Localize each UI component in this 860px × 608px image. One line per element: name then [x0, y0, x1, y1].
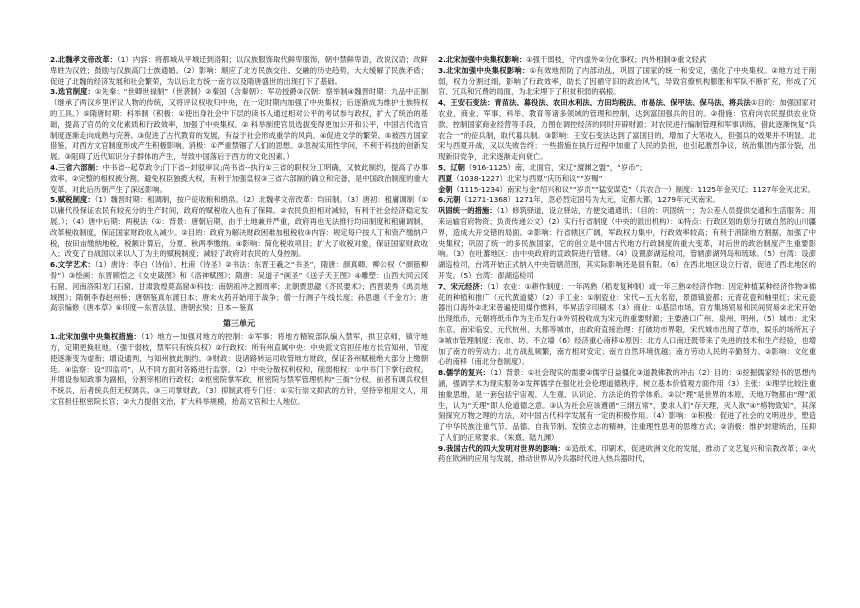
section-text: （1）地方—加强对地方的控制：①军事：将地方精锐部队编入禁军，拱卫京师，镇守地方，定期更换驻地。（强干弱枝，禁军只有统兵权）②行政权：所有州直属中央：中央派文官担任地方长官知州，节度使逐渐变为虚衔；增设通判，与知州彼此制约。③财政：设诸路转运司收管地方财政，保证各州赋税绝大部分上缴朝廷。④监察：设“四监司”，从不同方面对各路进行监察。（2）中央分散权利权和，削弱相权：①中书门下掌行政权，并增设参知政事为副相，分割宰相的行政权；②枢密院掌军政，枢密院与禁军管理机构“三衙”分权，前者有调兵权但不统兵，后者统兵但无权调兵。③三司掌财政。（3）抑制武将专门任：①实行崇文抑武的方针，坚持宰相用文人，用文官担任枢密院长官；②大力提倡文治，扩大科举规模，抬高文官和士人地位。	[50, 332, 428, 406]
section-yuan-unification	[438, 206, 816, 282]
section-text: （1271-1368）1271年，忽必烈定国号为大元，定都大都，1279年元灭南宋。	[460, 195, 720, 205]
section-text: （1）魏晋时期：租调制，按户征收粮和绢帛。（2）北魏孝文帝改革：均田制。（3）唐初：租庸调制（①以庸代役保证农民有较充分的生产时间，政府的赋税收入也有了保障。②农民负担相对减轻，有利于社会经济稳定发展。）；（4）唐中后期：两税法（①：背景：唐朝后期，由于土地兼并严重，政府再也无法推行均田制度和租庸调制，改革税收制度，保证国家财政收入减少。②目的：政府为解决财政困难加租税收③内容：规定每户按人丁和资产缴纳户税，按田亩缴纳地税，税额计算后，分夏、秋两季缴纳。④影响：简化税收项目；扩大了收税对象，保证国家财政收入；改变了自战国以来以人丁为主的赋税制度；减轻了政府对农民的人身控制。	[50, 195, 428, 259]
section-text: （1）内容：将都城从平城迁到洛阳；以汉族服饰取代鲜卑服饰，朝中禁鲜卑语，改说汉语；改鲜卑姓为汉姓；鼓励与汉族高门士族通婚。（2）影响：顺应了北方民族交往、交融的历史趋势，大大缓解了民族矛盾；促进了北魏的经济发展和社会繁荣，为以后北方统一南方以及隋唐盛世的出现打下了基础。	[50, 55, 428, 86]
section-confucian-revival	[438, 368, 816, 444]
section-northern-wei-reform	[50, 55, 428, 87]
section-western-xia	[438, 174, 816, 185]
section-wang-anshi-reform	[438, 98, 816, 163]
section-jin	[438, 185, 816, 196]
section-text: （1）唐诗：李白（诗仙）、杜甫（诗圣）②书法：东晋王羲之“书圣”，隋唐：颜真卿、柳公权（“颜筋柳骨”）③绘画：东晋顾恺之《女史箴图》和《洛神赋图》；隋唐：吴道子“画圣”《送子天王图》④雕塑：山西大同云冈石窟、河南洛阳龙门石窟、甘肃敦煌莫高窟⑤科技：南朝祖冲之圆周率；北朝贾思勰《齐民要术》；西晋裴秀《禹贡地域图》；隋朝李春赵州桥；唐朝鉴真东渡日本；唐末火药开始用于战争；僧一行测子午线长度；孙思邈《千金方》；唐高宗编修《唐本草》⑥印度—东晋法显、唐朝玄奘；日本—鉴真	[50, 260, 428, 313]
section-text: ①造纸术、印刷术，促进欧洲文化的发展，推动了文艺复兴和宗教改革；②火药在欧洲的应用与发展，推动世界从冷兵器时代进入热兵器时代，	[438, 443, 816, 464]
section-heading: 8.儒学的复兴：	[438, 368, 490, 378]
section-text: （1115-1234）南宋与金“绍兴和议”“岁贡”“猛安谋克”（兵农合一）制度：1125年金灭辽；1127年金灭北宋。	[452, 184, 815, 194]
section-text: （916-1125）南、北面官，宋辽“澶渊之盟”，“岁币”；	[464, 162, 647, 172]
section-heading: 5.赋税制度：	[50, 195, 95, 205]
section-heading: 5、辽朝	[438, 162, 465, 172]
section-heading: 巩固统一的措施：	[438, 206, 497, 216]
section-heading: 6.文学艺术：	[50, 260, 95, 270]
section-heading: 4、王安石变法：青苗法、募役法、农田水利法、方田均税法、市易法、保甲法、保马法、将兵法	[438, 98, 751, 108]
section-yuan	[438, 195, 816, 206]
right-column	[438, 55, 816, 465]
section-three-departments	[50, 163, 428, 195]
section-heading: 西夏	[438, 173, 453, 183]
section-text: ①目的：加强国家对农业、商业、军事、科举、教育等诸多领域的管理和控制，达到富国强兵的目的。②措施：官府向农民提供农业贷款、控制国家商业经营等手段，力图在调控经济的同时开辟财源；对农民进行编制管理和军事训练，借此逐渐恢复“兵农合一”的征兵制，取代募兵制。③影响：王安石变法达到了富国目的，增加了大笔收入，但强兵的效果并不明显。北宋与西夏开战，又以失败告终；一些措施在执行过程中加重了人民的负担，也引起激烈争议，统治集团内部分裂，出现新旧党争，北宋逐渐走向衰亡。	[438, 98, 817, 162]
section-text: ①先秦：“世卿世禄制”（世袭制）②秦国（含秦朝）：军功授爵③汉朝：察举制④魏晋时期：九品中正制（继承了两汉乡里评议人物的传统，又将评议权收归中央，在一定时期内加强了中央集权；后逐渐成为维护士族特权的工具。）⑤隋唐时期：科举制（积极：①使出身社会中下层的读书人通过相对公平的考试参与政权，扩大了统治的基础，提高了官员的文化素质和行政效率，加强了中央集权。② 科举制使官员选拔变得更加公开和公平，中国古代选官制度逐渐走向成熟与完善。③促进了古代教育的发展，有益于社会形成重学的风尚。④促进文学的繁荣。⑤被西方国家借鉴，对西方文官制度形成产生积极影响。消极：①严重禁锢了人们的思想。②忽视实用性学问，不利于科技的创新发展。③阻碍了近代知识分子群体的产生，导致中国落后于西方的文化因素。）	[50, 87, 428, 162]
left-column	[50, 55, 428, 408]
section-heading: 3.北宋加强中央集权影响：	[438, 65, 530, 75]
section-liao	[438, 163, 816, 174]
section-heading: 金朝	[438, 184, 453, 194]
unit-title: 第三单元	[223, 319, 255, 329]
section-heading: 9.我国古代的四大发明对世界的影响：	[438, 443, 565, 453]
section-official-selection	[50, 87, 428, 163]
section-four-inventions	[438, 444, 816, 466]
section-song-measures-summary	[438, 55, 816, 66]
section-text: ①强干弱枝，守内虚外②分化事权；内外相制③重文轻武	[526, 55, 707, 64]
section-song-yuan-economy	[438, 282, 816, 368]
section-heading: 2.北宋加强中央集权影响：	[438, 55, 527, 64]
section-heading: 6.元朝	[438, 195, 461, 205]
section-text: （1）修筑驿道，设立驿站，方便交通通讯；（目的：巩固统一；为公差人员提供交通和生活服务；用来运输官府物资；负责传递公文）（2）实行行省制度（中央的派出机构）：①特点：行政区划的划分打破自然的山川疆界，造成大开交错的局面。②影响：行省辖区广阔，军政权力集中，行政效率较高；有利于消除地方割据，加强了中央集权；巩固了统一的多民族国家，它的创立是中国古代地方行政制度的重大变革，对后世的政治制度产生重要影响。（3）在吐蕃地区：由中央政府的宣政院进行管辖。（4）设置澎湖巡检司，管辖澎湖列岛和琉球。（5）台湾：设澎湖巡检司，台湾开始正式纳入中央管辖范围，其实际影响还是很有限。（6）在西北地区设立行省，促进了西北地区的开发。（5）台湾：澎湖巡检司	[438, 206, 816, 280]
section-text: ①有效地预防了内部动乱，巩固了国家的统一和安定，强化了中央集权。②地方过于削弱，权力分割过细，影响了行政效率，助长了因循守旧的政治风气，导致官僚机构膨胀和军队不断扩充，形成了冗官、冗兵和冗费的局面，为北宋埋下了积贫积弱的祸根。	[438, 65, 816, 97]
section-literature-art	[50, 260, 428, 314]
section-text: 中书省--起草政令;门下省--封驳审议;尚书省--执行①三省的职权分工明确，又彼此制约，提高了办事效率。②完整的相权被分割，避免权臣独揽大权，有利于加强皇权③三省六部制的确立和完备，是中国政治制度的重大变革，对此后历朝产生了深远影响。	[50, 162, 428, 194]
section-song-centralization	[50, 332, 428, 408]
section-text: （1038-1227）北宋与西夏“庆历和议”“岁赐”	[452, 173, 603, 183]
section-heading: 1.北宋加强中央集权措施：	[50, 332, 142, 342]
section-heading: 2.北魏孝文帝改革：	[50, 55, 117, 64]
section-tax-system	[50, 195, 428, 260]
section-heading: 3.选官制度：	[50, 87, 95, 97]
section-song-impact	[438, 66, 816, 98]
section-text: （1）背景：①社会现实的需要②儒学日益僵化③道教佛教的冲击（2）目的：①挖掘儒家经书的思想内涵，强调学术为现实服务②发挥儒学在强化社会伦理道德秩序，树立基本价值观方面作用（3）主张：①理学比较注重抽象思维，是一套包括宇宙观、人生观、认识论、方法论的哲学体系。②以“理”是世界的本原，天地万物都由“理”派生，认为“天理”即人伦道德之意。③认为社会应该遵循“三纲五常”，要求人们“存天理，灭人欲”④“格物致知”，其深刻探究万物之理的方法，对中国古代科学发展有一定的积极作用。（4）影响：①积极：促进了社会的文明进步，塑造了中华民族注重气节、品德、自我节制、发愤立志的精神，注重理性思考的思维方式；②消极：维护封建统治，压抑了人们的正常要求。（朱熹、陆九渊）	[438, 368, 816, 442]
section-heading: 4.三省六部制：	[50, 162, 103, 172]
section-text: （1）农业：①耕作制度：一年两熟（稻麦复种制）或一年三熟②经济作物：因定种植某种经济作物③棉花的种植和推广（元代黄道婆）（2）手工业：①制瓷业：宋代—五大名窑，景德镇瓷都；元青花瓷和釉里红；宋元瓷器出口海外②北宋普遍使用煤作燃料，毕昇活字印刷术（3）商业：①基层市场，官方集场贸易和民间贸易②北宋开始出现纸币，元朝将纸币作为主币发行③外贸税收成为宋元的重要财源；主要港口广州、泉州、明州。（5）城市：北宋东京，南宋临安，元代杭州、大都等城市，由政府直接治理：打破坊市界限，宋代城市出现了草市，娱乐的场所瓦子③城市管理制度：夜市、坊、不立墙（6）经济重心南移①原因：北方人口南迁既带来了先进的技术和生产经验，也增加了南方的劳动力；北方战乱频繁，南方相对安定；南方自然环境优越；南方劳动人民的辛勤努力。②影响：文化重心的南移（南北分卷制度）。	[438, 281, 816, 367]
section-heading: 7、宋元经济：	[438, 281, 488, 291]
